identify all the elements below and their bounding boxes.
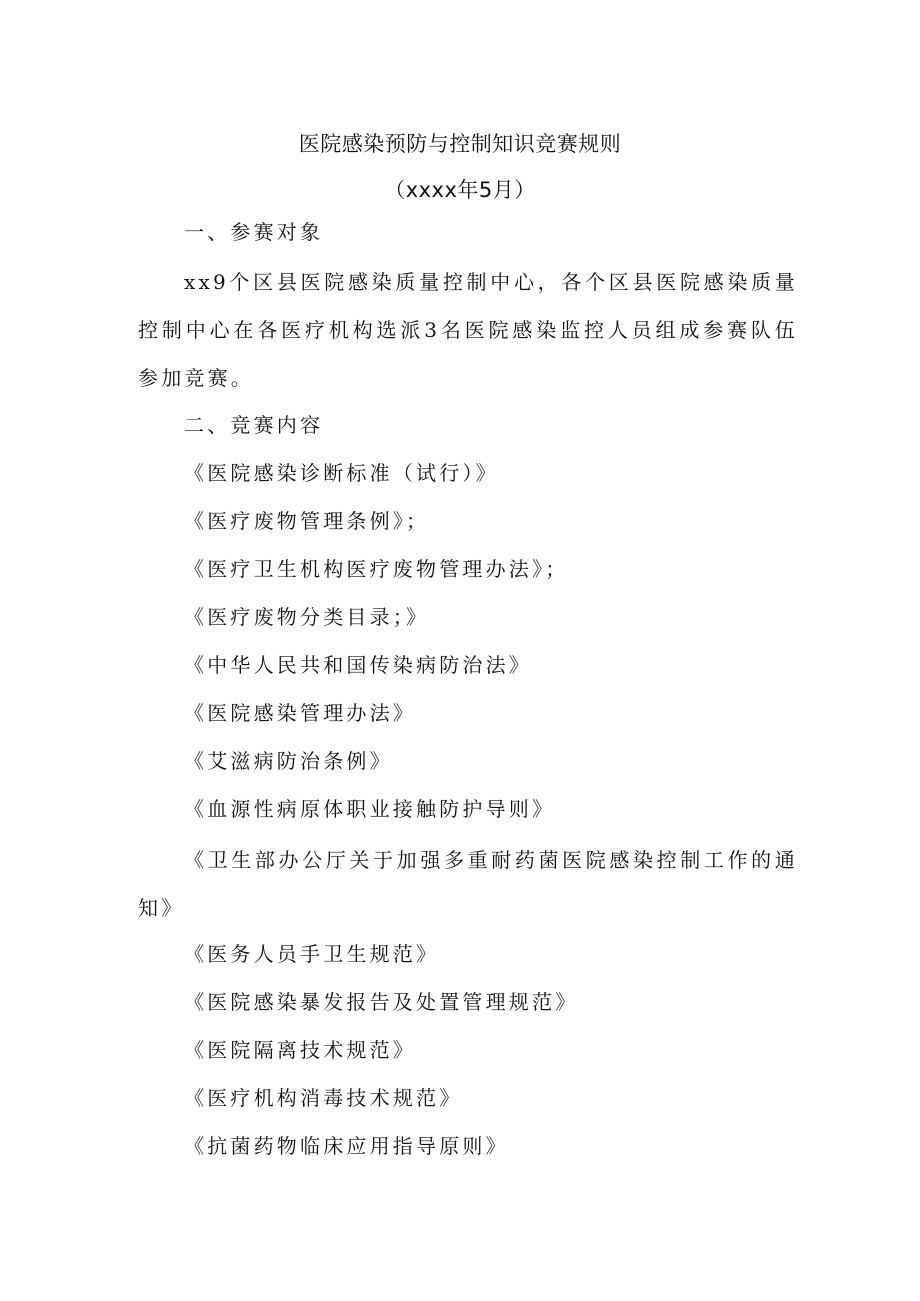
list-item: 《医疗废物分类目录；》 <box>184 605 430 629</box>
document-date: （xxxx年5月） <box>384 178 536 202</box>
list-item: 《艾滋病防治条例》 <box>184 749 393 773</box>
section1-heading: 一、参赛对象 <box>184 220 324 244</box>
list-item: 《卫生部办公厅关于加强多重耐药菌医院感染控制工作的通知》 <box>138 848 798 920</box>
section2-heading: 二、竞赛内容 <box>184 413 324 437</box>
list-item: 《医院感染管理办法》 <box>184 701 416 725</box>
list-item: 《抗菌药物临床应用指导原则》 <box>184 1134 509 1158</box>
list-item: 《血源性病原体职业接触防护导则》 <box>184 797 556 821</box>
list-item: 《医务人员手卫生规范》 <box>184 942 440 966</box>
list-item: 《中华人民共和国传染病防治法》 <box>184 653 532 677</box>
section1-paragraph: xx9个区县医院感染质量控制中心，各个区县医院感染质量控制中心在各医疗机构选派3名医院感染监控人员组成参赛队伍参加竞赛。 <box>138 270 798 390</box>
list-item: 《医院感染诊断标准（试行）》 <box>184 461 499 485</box>
list-item: 《医疗废物管理条例》； <box>184 509 430 533</box>
list-item: 《医疗机构消毒技术规范》 <box>184 1086 463 1110</box>
list-item: 《医疗卫生机构医疗废物管理办法》； <box>184 557 569 581</box>
list-item: 《医院感染暴发报告及处置管理规范》 <box>184 990 579 1014</box>
document-title: 医院感染预防与控制知识竞赛规则 <box>298 132 622 156</box>
list-item: 《医院隔离技术规范》 <box>184 1038 416 1062</box>
